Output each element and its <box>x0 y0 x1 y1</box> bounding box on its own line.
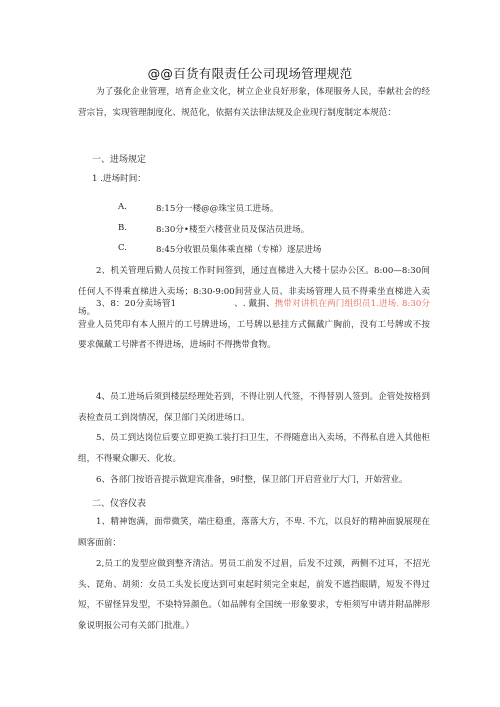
sub-item-b-text: 8:30分•楼至六楼营业员及保洁员进场。 <box>156 225 310 235</box>
rule-item-3-red2: 场. 8:30分 <box>387 299 431 309</box>
rule-item-3 <box>78 294 430 356</box>
appearance-item-1: 1、精神饱满，面带微笑，端庄稳重，落落大方，不卑. 不亢，以良好的精神面貌展现在顾客面前： <box>78 517 430 548</box>
section1-heading: 一、进场规定 <box>92 155 147 165</box>
entry-time-label: 1 .进场时间： <box>92 174 146 184</box>
rule-item-3-part1: 3、8：20分卖场管1 <box>96 299 177 309</box>
sub-item-b-letter: B. <box>118 223 128 233</box>
rule-item-3-red1: 携带对讲机在两门组织员1.进 <box>274 299 388 309</box>
intro-paragraph: 为了强化企业管理，培育企业文化，树立企业良好形象，体现服务人民，奉献社会的经营宗旨，实现管理制度化、规范化，依据有关法律法规及企业现行制度制定本规范： <box>78 87 430 118</box>
sub-item-c-text: 8:45分收银员集体乘直梯（专梯）逐层进场 <box>156 245 322 255</box>
rule-item-4: 4、员工进场后须到楼层经理处若到，不得让别人代签，不得替别人签到。企管处按格到表检查员工到岗情况，保卫部门关闭进场口。 <box>78 392 430 423</box>
appearance-item-2: 2,员工的发型应做到整齐清洁。男员工前发不过眉，后发不过颈，两侧不过耳，不招光头、琵角、胡须：女员工头发长度达到可束起时须完全束起，前发不遮挡眼睛，短发不得过短，不留怪异发型，不染特异颜色。（如品牌有全国统一形象要求，专柜须写申请并附品牌形象说明报公司有关部门批准。） <box>78 559 430 631</box>
rule-item-2: 2、机关管理后勤人员按工作时间签到，通过直梯进入大楼十层办公区。8:00—8:30间任何人不得乘直梯进入卖场；8:30-9:00间营业人员、非卖场管理人员不得乘坐直梯进入卖场。 <box>78 266 430 318</box>
rule-item-6: 6、各部门按语音提示做迎宾准备，9时整，保卫部门开启营业厅大门，开始营业。 <box>96 475 408 485</box>
sub-item-a-letter: A. <box>118 202 127 212</box>
page-title: @@百货有限责任公司现场管理规范 <box>147 66 353 81</box>
rule-item-5: 5、员工到达岗位后要立即更换工装打扫卫生，不得随意出入卖场，不得私自进入其他柜组，不得聚众聊天、化妆。 <box>78 433 430 464</box>
sub-item-a-text: 8:15分一楼@@珠宝员工进场。 <box>156 204 279 214</box>
rule-item-3-part2: 、. 戴捐、 <box>234 299 275 309</box>
section2-heading: 二、仪容仪表 <box>92 499 147 509</box>
rule-item-3-part3: 营业人员凭印有本人照片的工号牌进场，工号牌以悬挂方式佩戴广胸前，没有工号牌或不按要求佩戴工号牌者不得进场，进场时不得携带食物。 <box>78 319 430 351</box>
sub-item-c-letter: C. <box>118 243 128 253</box>
